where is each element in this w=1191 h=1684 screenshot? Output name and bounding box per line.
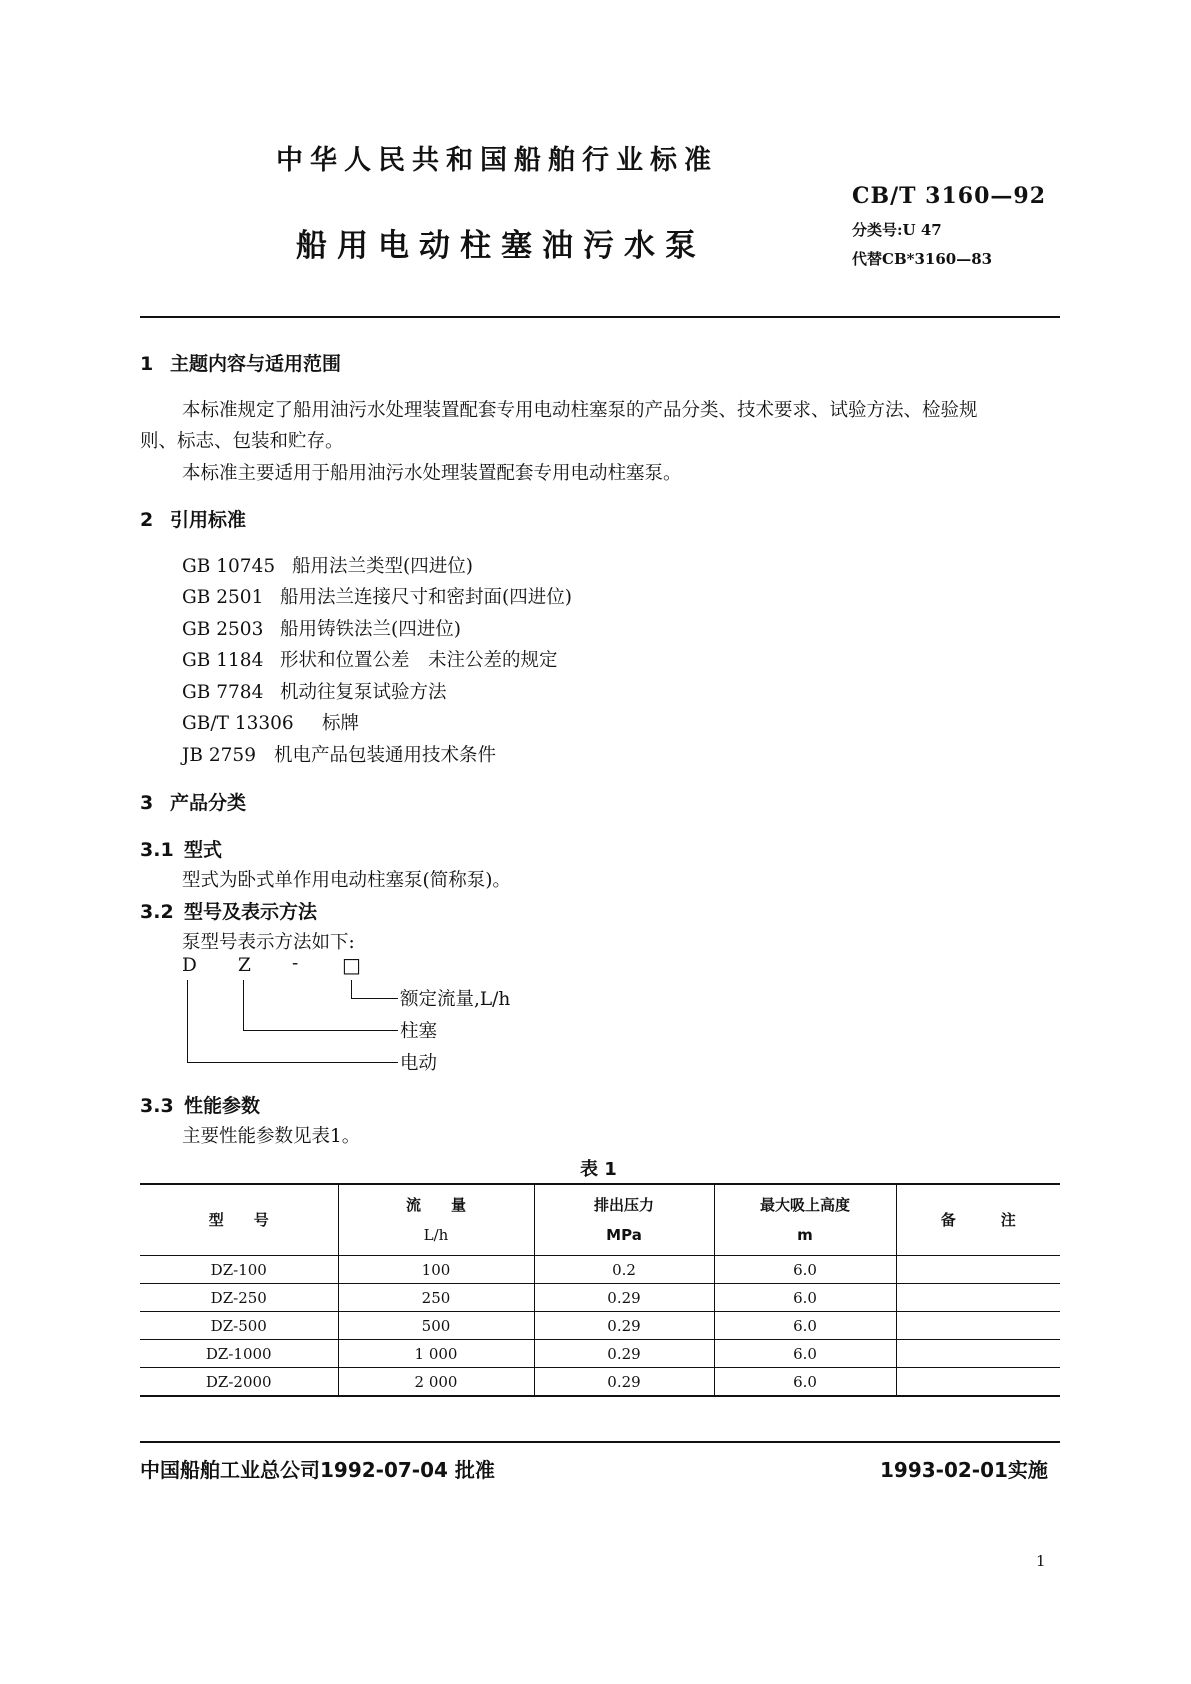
- cell-model: DZ-1000: [140, 1340, 338, 1368]
- subsection-number: 3.2: [140, 901, 174, 923]
- reference-code: GB/T 13306: [182, 713, 294, 734]
- cell-remark: [896, 1340, 1060, 1368]
- reference-item: [182, 646, 558, 672]
- performance-table: [140, 1183, 1060, 1397]
- cell-model: DZ-100: [140, 1256, 338, 1284]
- reference-item: [182, 709, 359, 735]
- reference-code: GB 1184: [182, 650, 264, 671]
- cell-pressure: 0.29: [534, 1368, 714, 1397]
- reference-title: 船用法兰类型(四进位): [292, 556, 473, 577]
- plunger-leader-vertical: [243, 980, 244, 1030]
- cell-model: DZ-250: [140, 1284, 338, 1312]
- subsection-3-3-heading: [140, 1091, 260, 1118]
- subsection-title: 型号及表示方法: [184, 901, 318, 923]
- section-title: 引用标准: [170, 509, 247, 531]
- reference-title: 形状和位置公差 未注公差的规定: [280, 650, 558, 671]
- header-suction-unit: m: [797, 1226, 813, 1244]
- section-1-heading: [140, 349, 341, 376]
- section-number: 3: [140, 792, 154, 814]
- paragraph-pump-type: 型式为卧式单作用电动柱塞泵(简称泵)。: [182, 870, 511, 891]
- reference-title: 标牌: [322, 713, 360, 734]
- paragraph-applicability: 本标准主要适用于船用油污水处理装置配套专用电动柱塞泵。: [182, 463, 682, 484]
- reference-title: 机动往复泵试验方法: [280, 682, 447, 703]
- flow-leader-vertical: [351, 980, 352, 998]
- table-caption: 表 1: [580, 1159, 617, 1180]
- letter-d: D: [182, 955, 197, 976]
- header-pressure-unit: MPa: [606, 1226, 642, 1244]
- label-rated-flow: 额定流量,L/h: [400, 989, 511, 1010]
- header-suction: [714, 1184, 896, 1256]
- cell-suction: 6.0: [714, 1340, 896, 1368]
- header-pressure-label: 排出压力: [593, 1196, 654, 1214]
- header-model: 型 号: [208, 1211, 269, 1229]
- dash-separator: -: [292, 953, 299, 974]
- subsection-3-2-heading: [140, 897, 317, 924]
- header-flow-unit: L/h: [423, 1226, 449, 1244]
- section-title: 主题内容与适用范围: [170, 353, 342, 375]
- table-row: [140, 1256, 1060, 1284]
- electric-leader-vertical: [187, 980, 188, 1062]
- reference-code: GB 7784: [182, 682, 264, 703]
- classification-number: 分类号:U 47: [852, 221, 942, 239]
- flow-leader-horizontal: [351, 998, 398, 999]
- reference-item: [182, 583, 572, 609]
- header-pressure: [534, 1184, 714, 1256]
- reference-item: [182, 678, 447, 704]
- cell-flow: 1 000: [338, 1340, 534, 1368]
- section-3-heading: [140, 788, 246, 815]
- paragraph-scope-line2: 则、标志、包装和贮存。: [140, 431, 344, 452]
- cell-model: DZ-500: [140, 1312, 338, 1340]
- paragraph-model-notation: 泵型号表示方法如下:: [182, 932, 355, 953]
- paragraph-scope-line1: 本标准规定了船用油污水处理装置配套专用电动柱塞泵的产品分类、技术要求、试验方法、检验规: [182, 400, 978, 421]
- section-number: 1: [140, 353, 154, 375]
- subsection-number: 3.3: [140, 1095, 174, 1117]
- electric-leader-horizontal: [187, 1062, 398, 1063]
- letter-z: Z: [238, 955, 251, 976]
- header-flow: [338, 1184, 534, 1256]
- cell-flow: 100: [338, 1256, 534, 1284]
- section-title: 产品分类: [170, 792, 247, 814]
- subsection-title: 性能参数: [184, 1095, 261, 1117]
- label-electric: 电动: [400, 1053, 438, 1074]
- cell-flow: 500: [338, 1312, 534, 1340]
- org-title: 中华人民共和国船舶行业标准: [276, 145, 718, 176]
- model-designation-diagram: [182, 955, 582, 1075]
- cell-remark: [896, 1256, 1060, 1284]
- flow-placeholder-box: □: [342, 953, 361, 977]
- cell-model: DZ-2000: [140, 1368, 338, 1397]
- table-row: [140, 1284, 1060, 1312]
- page-number: 1: [1036, 1552, 1046, 1570]
- plunger-leader-horizontal: [243, 1030, 398, 1031]
- table-header-row: [140, 1184, 1060, 1256]
- cell-remark: [896, 1368, 1060, 1397]
- reference-item: [182, 552, 473, 578]
- subsection-3-1-heading: [140, 835, 222, 862]
- subsection-title: 型式: [184, 839, 223, 861]
- replaces-standard: 代替CB*3160—83: [852, 250, 993, 268]
- reference-item: [182, 615, 461, 641]
- section-2-heading: [140, 505, 246, 532]
- subsection-number: 3.1: [140, 839, 174, 861]
- reference-item: [182, 741, 496, 767]
- header-divider: [140, 316, 1060, 318]
- table-row: [140, 1312, 1060, 1340]
- cell-remark: [896, 1284, 1060, 1312]
- cell-pressure: 0.29: [534, 1284, 714, 1312]
- table-row: [140, 1368, 1060, 1397]
- cell-suction: 6.0: [714, 1368, 896, 1397]
- cell-pressure: 0.29: [534, 1312, 714, 1340]
- header-remark: 备 注: [896, 1184, 1060, 1256]
- label-plunger: 柱塞: [400, 1021, 438, 1042]
- cell-flow: 2 000: [338, 1368, 534, 1397]
- cell-pressure: 0.29: [534, 1340, 714, 1368]
- cell-suction: 6.0: [714, 1256, 896, 1284]
- reference-title: 船用铸铁法兰(四进位): [280, 619, 461, 640]
- standard-code: CB/T 3160—92: [852, 183, 1047, 209]
- table-row: [140, 1340, 1060, 1368]
- cell-flow: 250: [338, 1284, 534, 1312]
- reference-title: 船用法兰连接尺寸和密封面(四进位): [280, 587, 572, 608]
- section-number: 2: [140, 509, 154, 531]
- reference-code: GB 2501: [182, 587, 264, 608]
- cell-suction: 6.0: [714, 1284, 896, 1312]
- reference-code: GB 2503: [182, 619, 264, 640]
- cell-suction: 6.0: [714, 1312, 896, 1340]
- effective-date: 1993-02-01实施: [880, 1458, 1048, 1482]
- footer-divider: [140, 1441, 1060, 1443]
- cell-pressure: 0.2: [534, 1256, 714, 1284]
- doc-title: 船用电动柱塞油污水泵: [296, 228, 706, 264]
- reference-code: GB 10745: [182, 556, 276, 577]
- header-suction-label: 最大吸上高度: [759, 1196, 850, 1214]
- reference-title: 机电产品包装通用技术条件: [274, 745, 497, 766]
- paragraph-performance: 主要性能参数见表1。: [182, 1126, 361, 1147]
- approval-line: 中国船舶工业总公司1992-07-04 批准: [140, 1458, 495, 1482]
- cell-remark: [896, 1312, 1060, 1340]
- reference-code: JB 2759: [182, 745, 256, 766]
- header-flow-label: 流 量: [405, 1196, 466, 1214]
